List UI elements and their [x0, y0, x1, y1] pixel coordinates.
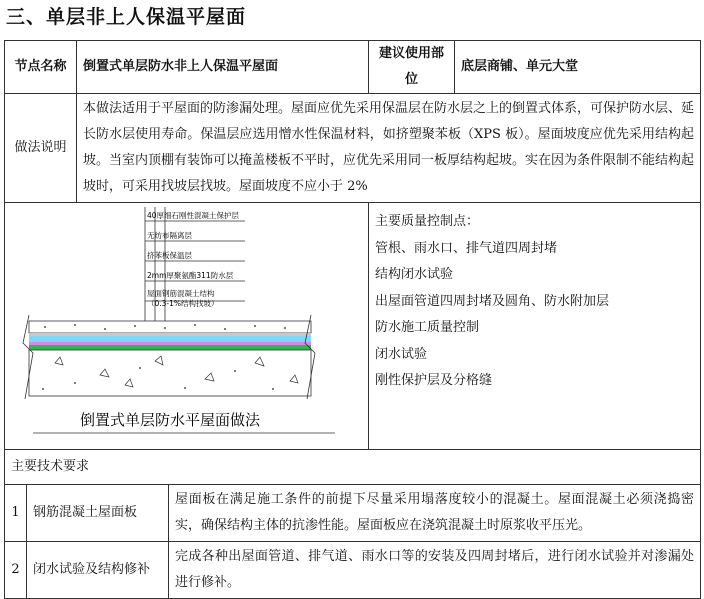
quality-item: 闭水试验	[375, 346, 428, 362]
roof-section-diagram	[5, 203, 355, 439]
diagram-caption: 倒置式单层防水平屋面做法	[79, 411, 261, 429]
section-heading: 三、单层非上人保温平屋面	[6, 6, 247, 28]
use-location-label: 建议使用部位	[369, 41, 455, 94]
spec-table	[4, 40, 701, 599]
tech-row-number: 2	[5, 542, 27, 599]
layer-label-waterproof: 2mm厚聚氨酯311防水层	[147, 271, 234, 280]
waterproof-layer-green	[29, 345, 311, 350]
tech-row-text: 屋面板在满足施工条件的前提下尽量采用塌落度较小的混凝土。屋面混凝土必须浇捣密实，确保结构主体的抗渗性能。屋面板应在浇筑混凝土时原浆收平压光。	[169, 485, 701, 542]
isolation-layer	[29, 333, 311, 336]
layer-label-slope: （0.3-1%结构找坡）	[147, 299, 219, 308]
tech-row	[5, 485, 701, 542]
quality-item: 管根、雨水口、排气道四周封堵	[375, 240, 558, 256]
layer-label-isolation: 无纺布隔离层	[147, 231, 192, 240]
quality-item: 刚性保护层及分格缝	[375, 373, 493, 388]
diagram-cell	[5, 203, 369, 450]
structural-slab	[29, 350, 311, 396]
node-name-value: 倒置式单层防水非上人保温平屋面	[77, 41, 369, 94]
method-row	[5, 94, 701, 203]
method-label: 做法说明	[5, 94, 77, 203]
tech-row-name: 钢筋混凝土屋面板	[27, 485, 169, 542]
method-text: 本做法适用于平屋面的防渗漏处理。屋面应优先采用保温层在防水层之上的倒置式体系，可保护防水层、延长防水层使用寿命。保温层应选用憎水性保温材料，如挤塑聚苯板（XPS 板）。屋面坡度应优先采用结构起坡。当室内顶棚有装饰可以掩盖楼板不平时，应优先采用同一板厚结构起坡。实在因为条件限制不能结构起坡时，可采用找坡层找坡。屋面坡度不应小于 2%	[77, 94, 701, 203]
tech-row-name: 闭水试验及结构修补	[27, 542, 169, 599]
diagram-row	[5, 203, 701, 450]
tech-row-text: 完成各种出屋面管道、排气道、雨水口等的安装及四周封堵后，进行闭水试验并对渗漏处进行修补。	[169, 542, 701, 599]
quality-item: 防水施工质量控制	[375, 320, 480, 335]
layer-label-insulation: 挤苯板保温层	[147, 251, 192, 260]
tech-title: 主要技术要求	[5, 450, 701, 485]
layer-label-protection: 40厚细石刚性混凝土保护层	[147, 211, 240, 220]
tech-row	[5, 542, 701, 599]
insulation-layer	[29, 336, 311, 342]
tech-title-row	[5, 450, 701, 485]
protection-layer	[29, 321, 311, 333]
node-name-label: 节点名称	[5, 41, 77, 94]
quality-item: 结构闭水试验	[375, 267, 454, 282]
layer-label-structure: 屋面钢筋混凝土结构	[147, 289, 215, 298]
quality-item: 出屋面管道四周封堵及圆角、防水附加层	[375, 293, 610, 309]
quality-title: 主要质量控制点：	[375, 214, 480, 229]
header-row	[5, 41, 701, 94]
waterproof-layer	[29, 342, 311, 345]
use-location-value: 底层商铺、单元大堂	[455, 41, 701, 94]
quality-cell	[369, 203, 701, 450]
tech-row-number: 1	[5, 485, 27, 542]
